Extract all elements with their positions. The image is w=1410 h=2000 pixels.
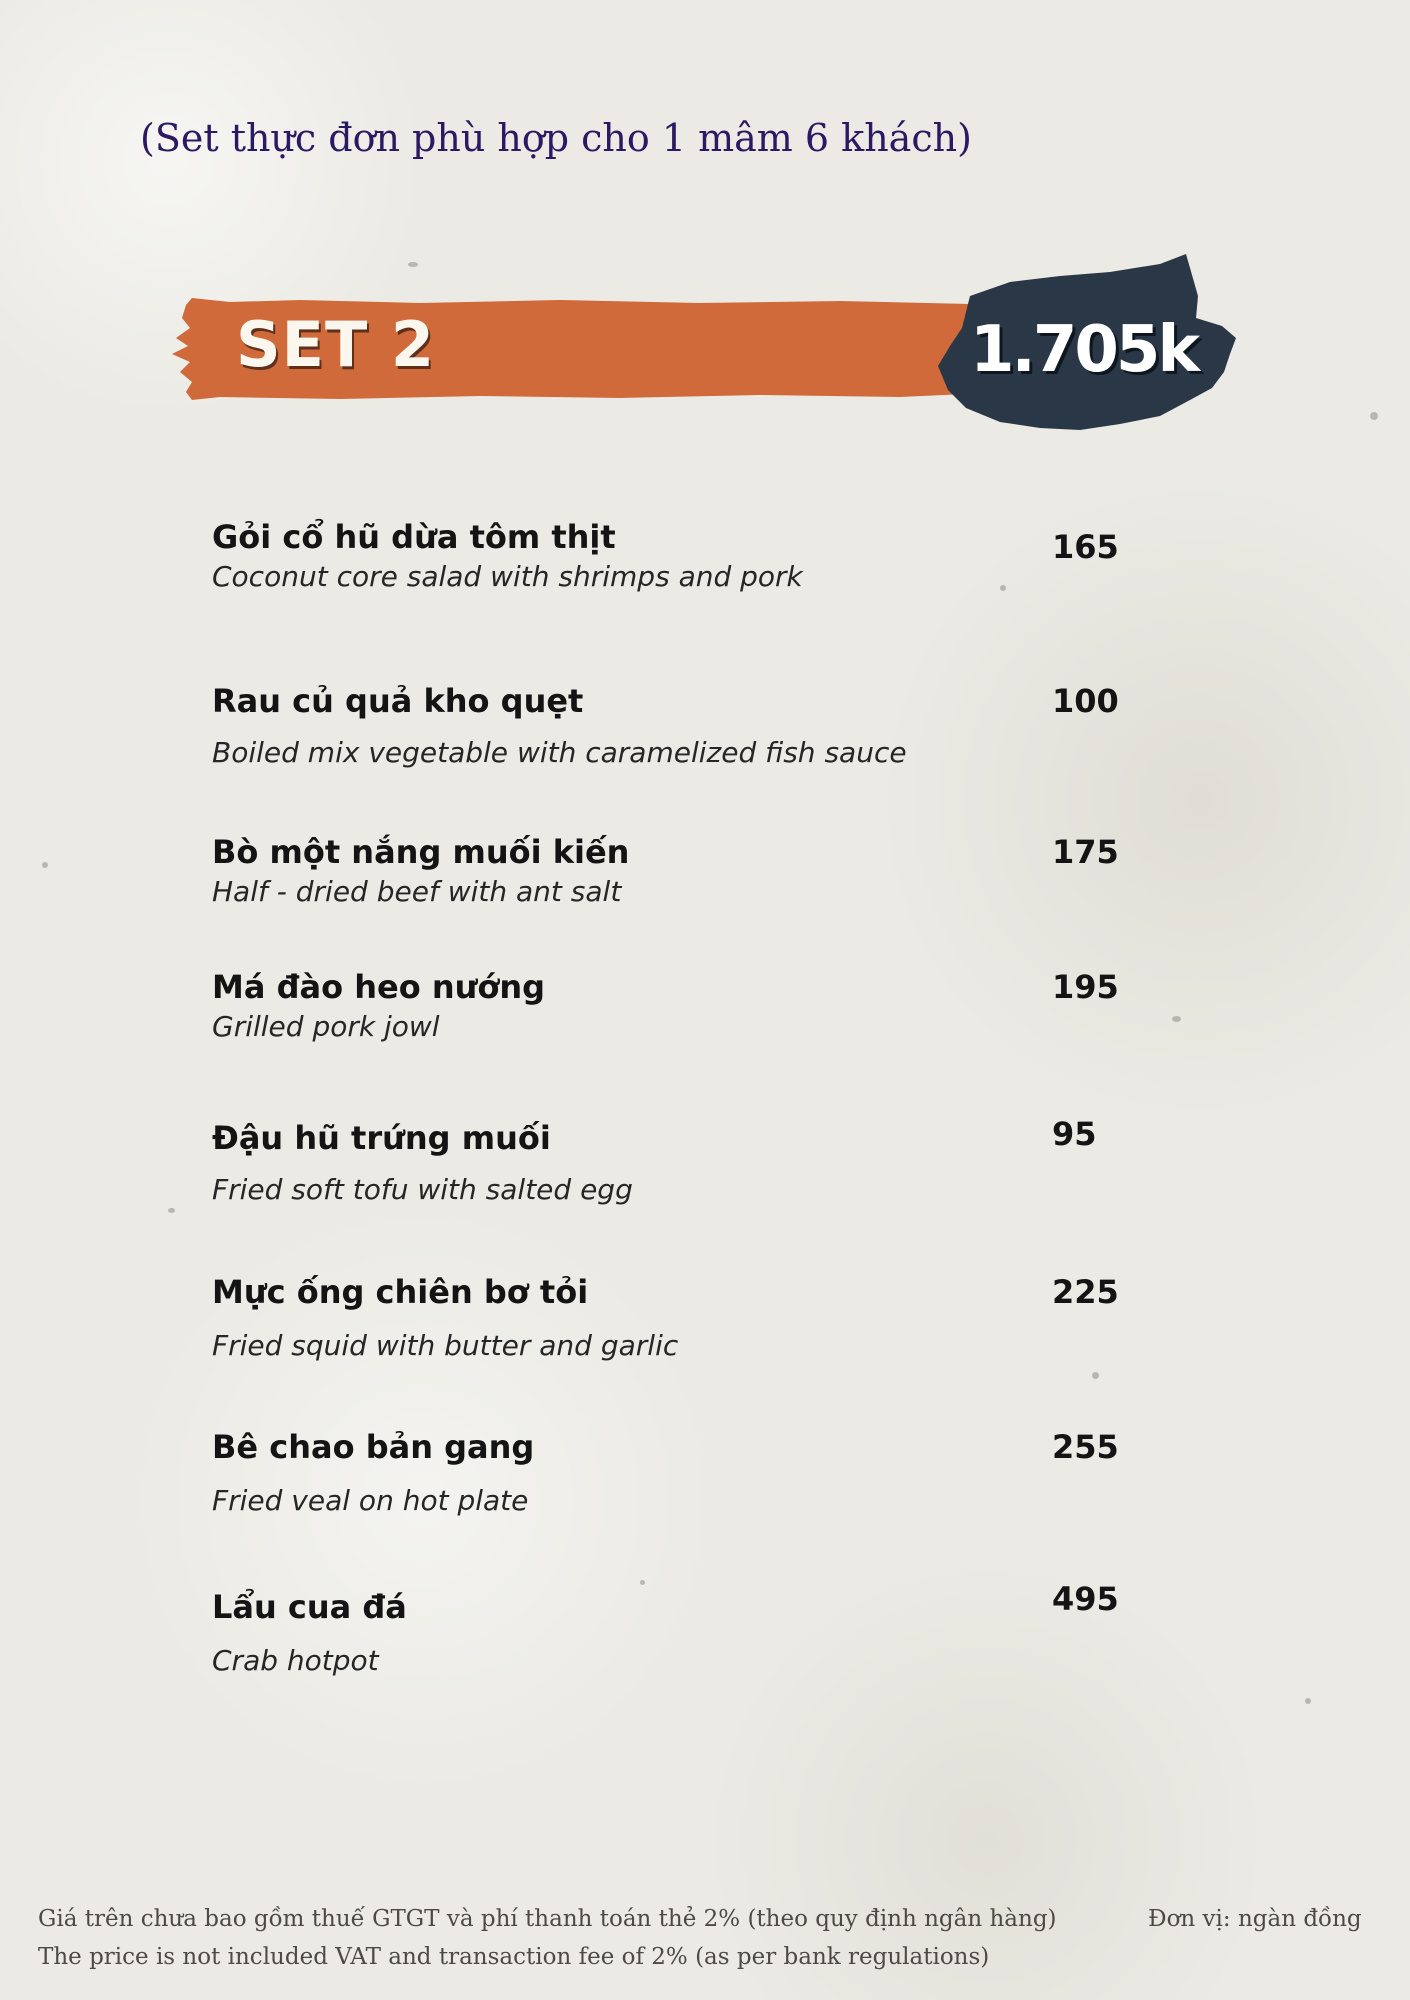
dish-price: 495 <box>1052 1580 1119 1618</box>
dish-price: 195 <box>1052 968 1119 1006</box>
brush-stroke-graphics <box>0 0 1410 460</box>
dish-name: Rau củ quả kho quẹt <box>212 682 584 720</box>
paper-speck <box>640 1580 645 1585</box>
dish-name: Bê chao bản gang <box>212 1428 535 1466</box>
dish-price: 175 <box>1052 833 1119 871</box>
dish-price: 165 <box>1052 528 1119 566</box>
footer-note-vietnamese: Giá trên chưa bao gồm thuế GTGT và phí thanh toán thẻ 2% (theo quy định ngân hàng) <box>38 1906 1057 1932</box>
paper-speck <box>168 1208 175 1213</box>
set-banner <box>0 0 1410 460</box>
paper-speck <box>1000 585 1006 591</box>
dish-name: Bò một nắng muối kiến <box>212 833 630 871</box>
paper-speck <box>1172 1016 1181 1022</box>
dish-name: Đậu hũ trứng muối <box>212 1119 551 1157</box>
dish-name: Mực ống chiên bơ tỏi <box>212 1273 589 1311</box>
dish-description: Crab hotpot <box>212 1644 379 1677</box>
dish-description: Fried veal on hot plate <box>212 1484 529 1517</box>
dish-description: Grilled pork jowl <box>212 1010 440 1043</box>
dish-description: Fried soft tofu with salted egg <box>212 1173 633 1206</box>
dish-name: Má đào heo nướng <box>212 968 546 1006</box>
set-subtitle: (Set thực đơn phù hợp cho 1 mâm 6 khách) <box>140 116 972 160</box>
set-total-price: 1.705k <box>970 313 1197 387</box>
paper-speck <box>42 862 48 868</box>
dish-price: 225 <box>1052 1273 1119 1311</box>
dish-description: Coconut core salad with shrimps and pork <box>212 560 803 593</box>
dish-name: Gỏi cổ hũ dừa tôm thịt <box>212 518 616 556</box>
dish-description: Half - dried beef with ant salt <box>212 875 622 908</box>
dish-price: 95 <box>1052 1115 1097 1153</box>
footer-unit-note: Đơn vị: ngàn đồng <box>1148 1906 1362 1932</box>
paper-speck <box>1092 1372 1099 1379</box>
paper-speck <box>1305 1698 1311 1704</box>
footer-note-english: The price is not included VAT and transaction fee of 2% (as per bank regulations) <box>38 1944 990 1970</box>
set-name: SET 2 <box>236 308 436 381</box>
dish-price: 100 <box>1052 682 1119 720</box>
dish-description: Fried squid with butter and garlic <box>212 1329 679 1362</box>
dish-description: Boiled mix vegetable with caramelized fish sauce <box>212 736 907 769</box>
dish-price: 255 <box>1052 1428 1119 1466</box>
dish-name: Lẩu cua đá <box>212 1588 407 1626</box>
